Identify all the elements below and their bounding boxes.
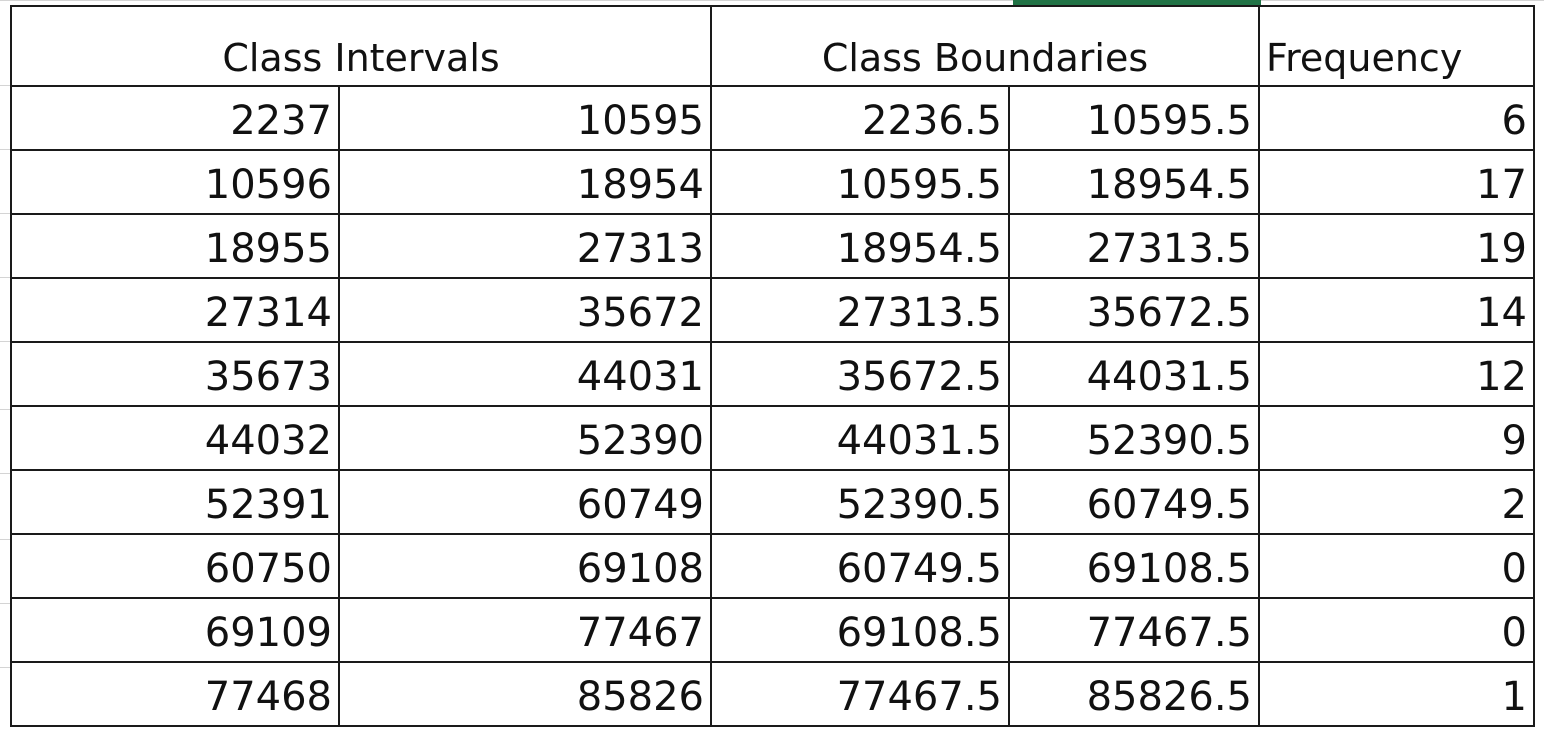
cell-frequency[interactable]: 1 [1259, 662, 1534, 726]
cell-frequency[interactable]: 14 [1259, 278, 1534, 342]
cell-interval-upper[interactable]: 18954 [339, 150, 711, 214]
cell-interval-lower[interactable]: 2237 [11, 86, 339, 150]
cell-boundary-upper[interactable]: 35672.5 [1009, 278, 1259, 342]
cell-interval-upper[interactable]: 44031 [339, 342, 711, 406]
cell-frequency[interactable]: 19 [1259, 214, 1534, 278]
cell-boundary-lower[interactable]: 44031.5 [711, 406, 1009, 470]
table-row [11, 86, 1534, 150]
cell-interval-upper[interactable]: 35672 [339, 278, 711, 342]
cell-interval-lower[interactable]: 27314 [11, 278, 339, 342]
cell-interval-lower[interactable]: 18955 [11, 214, 339, 278]
cell-frequency[interactable]: 0 [1259, 598, 1534, 662]
cell-interval-lower[interactable]: 35673 [11, 342, 339, 406]
cell-boundary-upper[interactable]: 85826.5 [1009, 662, 1259, 726]
cell-interval-upper[interactable]: 10595 [339, 86, 711, 150]
table-row [11, 150, 1534, 214]
header-class-intervals[interactable]: Class Intervals [11, 6, 711, 86]
table-row [11, 406, 1534, 470]
frequency-table [10, 5, 1535, 727]
header-row [11, 6, 1534, 86]
cell-interval-upper[interactable]: 52390 [339, 406, 711, 470]
cell-frequency[interactable]: 0 [1259, 534, 1534, 598]
table-row [11, 214, 1534, 278]
cell-interval-lower[interactable]: 60750 [11, 534, 339, 598]
cell-interval-upper[interactable]: 69108 [339, 534, 711, 598]
cell-interval-upper[interactable]: 85826 [339, 662, 711, 726]
cell-boundary-upper[interactable]: 44031.5 [1009, 342, 1259, 406]
cell-boundary-lower[interactable]: 2236.5 [711, 86, 1009, 150]
table-row [11, 342, 1534, 406]
cell-boundary-upper[interactable]: 18954.5 [1009, 150, 1259, 214]
cell-interval-lower[interactable]: 52391 [11, 470, 339, 534]
table-row [11, 278, 1534, 342]
cell-interval-lower[interactable]: 77468 [11, 662, 339, 726]
cell-boundary-lower[interactable]: 69108.5 [711, 598, 1009, 662]
header-class-boundaries[interactable]: Class Boundaries [711, 6, 1259, 86]
cell-frequency[interactable]: 17 [1259, 150, 1534, 214]
cell-frequency[interactable]: 2 [1259, 470, 1534, 534]
header-frequency[interactable]: Frequency [1259, 6, 1534, 86]
table-row [11, 598, 1534, 662]
cell-boundary-upper[interactable]: 60749.5 [1009, 470, 1259, 534]
cell-boundary-upper[interactable]: 27313.5 [1009, 214, 1259, 278]
cell-interval-lower[interactable]: 69109 [11, 598, 339, 662]
cell-boundary-upper[interactable]: 52390.5 [1009, 406, 1259, 470]
cell-interval-upper[interactable]: 77467 [339, 598, 711, 662]
cell-boundary-lower[interactable]: 18954.5 [711, 214, 1009, 278]
table-row [11, 662, 1534, 726]
cell-interval-upper[interactable]: 27313 [339, 214, 711, 278]
table-row [11, 470, 1534, 534]
cell-boundary-lower[interactable]: 35672.5 [711, 342, 1009, 406]
cell-boundary-upper[interactable]: 77467.5 [1009, 598, 1259, 662]
cell-boundary-lower[interactable]: 60749.5 [711, 534, 1009, 598]
cell-boundary-lower[interactable]: 10595.5 [711, 150, 1009, 214]
cell-frequency[interactable]: 9 [1259, 406, 1534, 470]
cell-interval-upper[interactable]: 60749 [339, 470, 711, 534]
cell-boundary-lower[interactable]: 52390.5 [711, 470, 1009, 534]
cell-boundary-lower[interactable]: 27313.5 [711, 278, 1009, 342]
cell-boundary-upper[interactable]: 10595.5 [1009, 86, 1259, 150]
cell-boundary-lower[interactable]: 77467.5 [711, 662, 1009, 726]
cell-interval-lower[interactable]: 10596 [11, 150, 339, 214]
cell-frequency[interactable]: 6 [1259, 86, 1534, 150]
column-header-edge [0, 0, 1544, 1]
cell-boundary-upper[interactable]: 69108.5 [1009, 534, 1259, 598]
cell-frequency[interactable]: 12 [1259, 342, 1534, 406]
cell-interval-lower[interactable]: 44032 [11, 406, 339, 470]
table-row [11, 534, 1534, 598]
